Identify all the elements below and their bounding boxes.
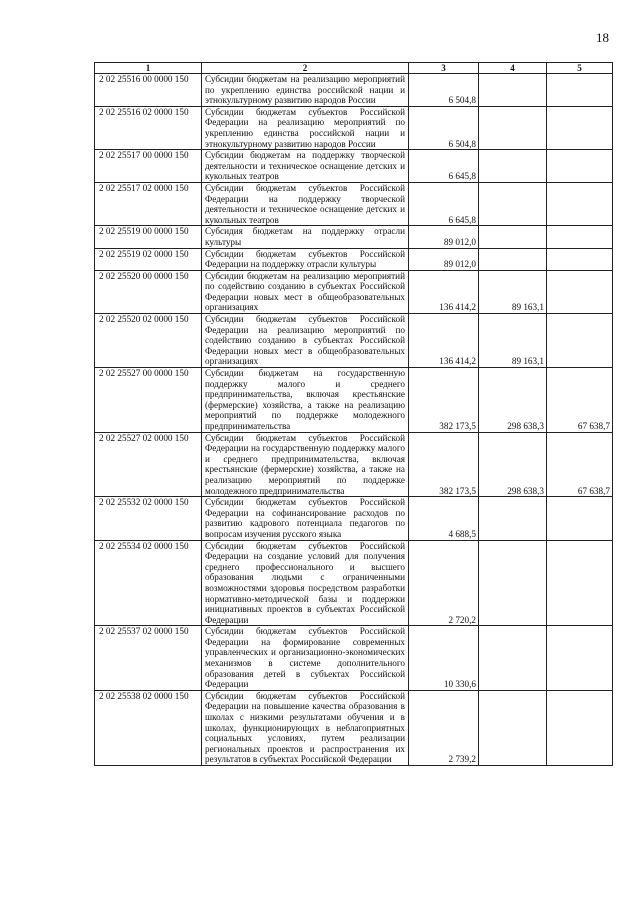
row-value-col5 [547, 248, 613, 270]
row-value-col3: 2 720,2 [409, 540, 479, 626]
table-body [95, 74, 613, 766]
row-value-col4 [479, 690, 547, 765]
row-value-col5 [547, 106, 613, 149]
row-value-col3: 89 012,0 [409, 248, 479, 270]
row-description: Субсидии бюджетам субъектов Российской Федерации на государственную поддержку малого и среднего предпринимательства, включая крестьянские (фермерские) хозяйства, а также на реализацию мероприятий по поддержке молодежного предпринимательства [202, 432, 409, 497]
table-row [95, 690, 613, 765]
row-code: 2 02 25517 00 0000 150 [95, 150, 202, 183]
row-value-col5 [547, 314, 613, 368]
row-description: Субсидии бюджетам субъектов Российской Федерации на формирование современных управленческих и организационно-экономических механизмов в системе дополнительного образования детей в субъектах Российской Федерации [202, 626, 409, 691]
col-header: 4 [479, 63, 547, 74]
row-value-col3: 2 739,2 [409, 690, 479, 765]
row-code: 2 02 25527 00 0000 150 [95, 368, 202, 433]
row-description: Субсидии бюджетам субъектов Российской Федерации на реализацию мероприятий по укреплению единства российской нации и этнокультурному развитию народов России [202, 106, 409, 149]
row-code: 2 02 25532 02 0000 150 [95, 497, 202, 540]
table-row [95, 182, 613, 225]
row-description: Субсидии бюджетам субъектов Российской Федерации на реализацию мероприятий по содействию созданию в субъектах Российской Федерации новых мест в общеобразовательных организациях [202, 314, 409, 368]
row-value-col5 [547, 182, 613, 225]
table-row [95, 248, 613, 270]
row-value-col5: 67 638,7 [547, 432, 613, 497]
row-value-col5 [547, 540, 613, 626]
row-value-col3: 6 645,8 [409, 150, 479, 183]
row-value-col4: 298 638,3 [479, 432, 547, 497]
budget-table [94, 62, 613, 766]
table-row [95, 314, 613, 368]
row-description: Субсидии бюджетам субъектов Российской Федерации на поддержку отрасли культуры [202, 248, 409, 270]
table-row [95, 150, 613, 183]
header-row [95, 63, 613, 74]
table-row [95, 497, 613, 540]
table-row [95, 270, 613, 313]
row-value-col4 [479, 74, 547, 107]
page-number: 18 [596, 30, 609, 45]
col-header: 1 [95, 63, 202, 74]
row-description: Субсидии бюджетам на поддержку творческой деятельности и техническое оснащение детских и кукольных театров [202, 150, 409, 183]
row-code: 2 02 25520 02 0000 150 [95, 314, 202, 368]
row-value-col4 [479, 150, 547, 183]
row-value-col5 [547, 497, 613, 540]
row-value-col4 [479, 626, 547, 691]
row-value-col3: 136 414,2 [409, 270, 479, 313]
row-description: Субсидии бюджетам на реализацию мероприятий по содействию созданию в субъектах Российской Федерации новых мест в общеобразовательных организациях [202, 270, 409, 313]
col-header: 5 [547, 63, 613, 74]
row-value-col3: 6 645,8 [409, 182, 479, 225]
row-code: 2 02 25534 02 0000 150 [95, 540, 202, 626]
row-value-col5 [547, 74, 613, 107]
row-value-col4: 89 163,1 [479, 270, 547, 313]
row-value-col5 [547, 626, 613, 691]
row-value-col3: 382 173,5 [409, 432, 479, 497]
row-code: 2 02 25527 02 0000 150 [95, 432, 202, 497]
row-code: 2 02 25516 00 0000 150 [95, 74, 202, 107]
table-row [95, 368, 613, 433]
row-value-col4 [479, 106, 547, 149]
row-value-col5 [547, 150, 613, 183]
col-header: 2 [202, 63, 409, 74]
row-value-col4: 298 638,3 [479, 368, 547, 433]
row-code: 2 02 25537 02 0000 150 [95, 626, 202, 691]
row-description: Субсидии бюджетам субъектов Российской Федерации на поддержку творческой деятельности и техническое оснащение детских и кукольных театров [202, 182, 409, 225]
row-value-col3: 6 504,8 [409, 74, 479, 107]
table-row [95, 626, 613, 691]
row-value-col3: 136 414,2 [409, 314, 479, 368]
row-description: Субсидии бюджетам субъектов Российской Федерации на повышение качества образования в школах с низкими результатами обучения и в школах, функционирующих в неблагоприятных социальных условиях, путем реализации региональных проектов и распространения их результатов в субъектах Российской Федерации [202, 690, 409, 765]
row-value-col3: 382 173,5 [409, 368, 479, 433]
table-row [95, 74, 613, 107]
row-description: Субсидия бюджетам на поддержку отрасли культуры [202, 226, 409, 248]
row-description: Субсидии бюджетам на реализацию мероприятий по укреплению единства российской нации и этнокультурному развитию народов России [202, 74, 409, 107]
row-code: 2 02 25517 02 0000 150 [95, 182, 202, 225]
row-value-col4 [479, 540, 547, 626]
col-header: 3 [409, 63, 479, 74]
row-value-col4 [479, 497, 547, 540]
row-value-col5 [547, 690, 613, 765]
row-value-col5 [547, 270, 613, 313]
row-value-col4: 89 163,1 [479, 314, 547, 368]
row-value-col4 [479, 226, 547, 248]
row-code: 2 02 25538 02 0000 150 [95, 690, 202, 765]
row-value-col4 [479, 248, 547, 270]
row-value-col3: 10 330,6 [409, 626, 479, 691]
row-value-col3: 89 012,0 [409, 226, 479, 248]
row-code: 2 02 25519 00 0000 150 [95, 226, 202, 248]
row-description: Субсидии бюджетам субъектов Российской Федерации на софинансирование расходов по развитию кадрового потенциала педагогов по вопросам изучения русского языка [202, 497, 409, 540]
row-description: Субсидии бюджетам на государственную поддержку малого и среднего предпринимательства, включая крестьянские (фермерские) хозяйства, а также на реализацию мероприятий по поддержке молодежного предпринимательства [202, 368, 409, 433]
table-row [95, 540, 613, 626]
table-row [95, 106, 613, 149]
row-code: 2 02 25516 02 0000 150 [95, 106, 202, 149]
row-value-col3: 6 504,8 [409, 106, 479, 149]
row-value-col5 [547, 226, 613, 248]
table-row [95, 226, 613, 248]
row-value-col3: 4 688,5 [409, 497, 479, 540]
row-code: 2 02 25520 00 0000 150 [95, 270, 202, 313]
row-value-col4 [479, 182, 547, 225]
table-row [95, 432, 613, 497]
row-code: 2 02 25519 02 0000 150 [95, 248, 202, 270]
row-value-col5: 67 638,7 [547, 368, 613, 433]
row-description: Субсидии бюджетам субъектов Российской Федерации на создание условий для получения среднего профессионального и высшего образования людьми с ограниченными возможностями здоровья посредством разработки нормативно-методической базы и поддержки инициативных проектов в субъектах Российской Федерации [202, 540, 409, 626]
